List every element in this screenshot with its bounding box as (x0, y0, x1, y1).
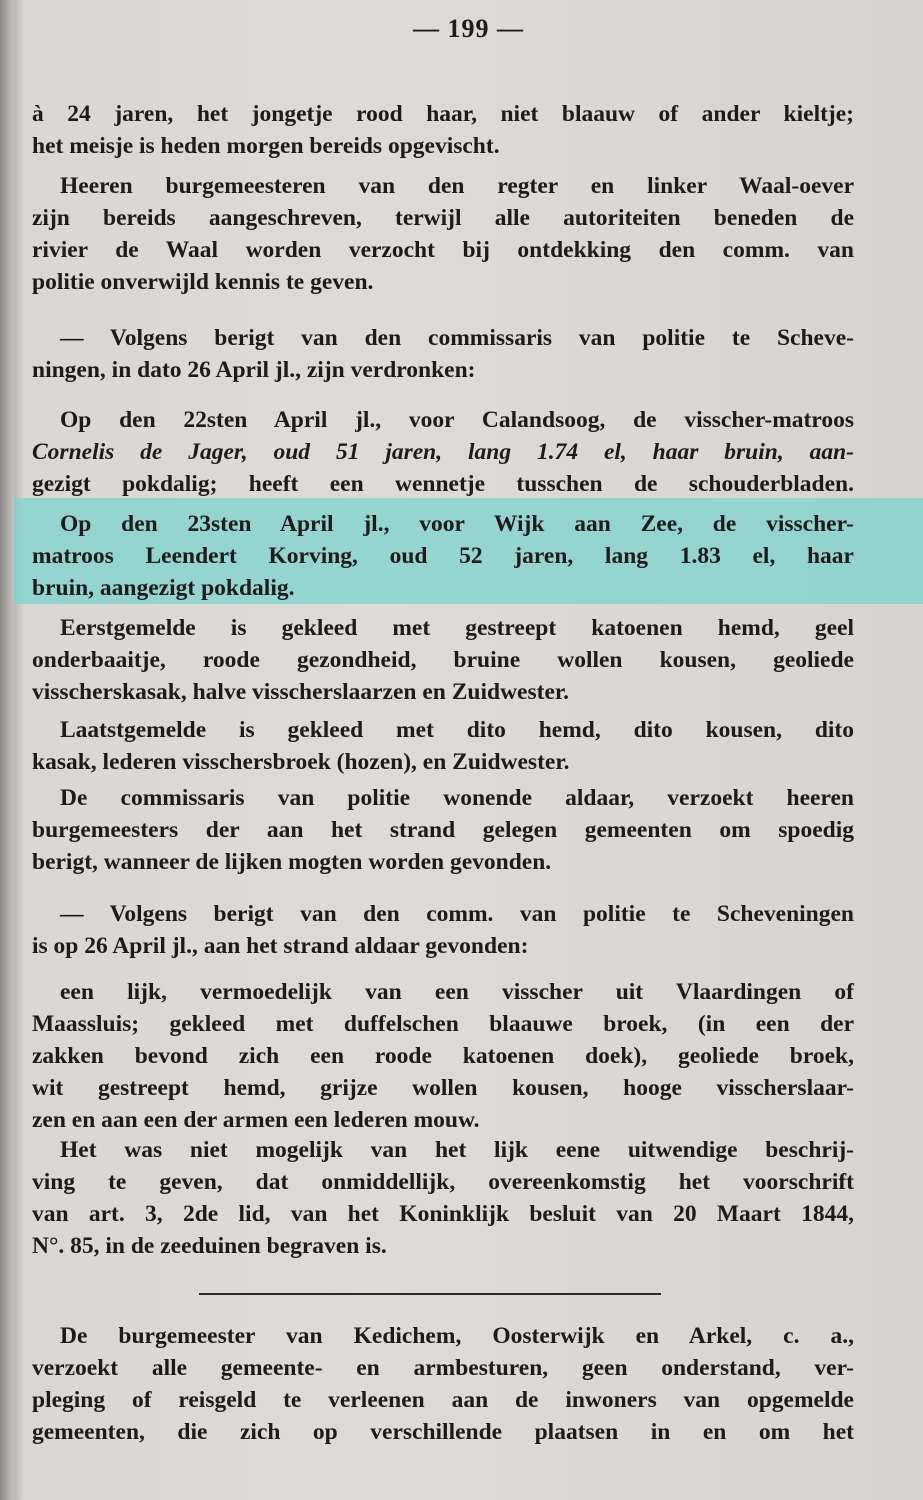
text-line: De burgemeester van Kedichem, Oosterwijk en Arkel, c. a., (60, 1323, 854, 1349)
text-line: Cornelis de Jager, oud 51 jaren, lang 1.74 el, haar bruin, aan- (32, 439, 854, 465)
book-page (14, 0, 923, 1500)
text-line: matroos Leendert Korving, oud 52 jaren, lang 1.83 el, haar (32, 543, 854, 569)
text-line: berigt, wanneer de lijken mogten worden gevonden. (32, 849, 552, 875)
text-line: politie onverwijld kennis te geven. (32, 269, 374, 295)
paragraph-leendert-korving (32, 508, 854, 604)
text-line: Laatstgemelde is gekleed met dito hemd, dito kousen, dito (60, 717, 854, 743)
text-line: Eerstgemelde is gekleed met gestreept katoenen hemd, geel (60, 615, 854, 641)
text-line: zen en aan een der armen een lederen mouw. (32, 1107, 480, 1133)
text-line: van art. 3, 2de lid, van het Koninklijk besluit van 20 Maart 1844, (32, 1201, 854, 1227)
section-divider (199, 1293, 661, 1295)
text-line: gemeenten, die zich op verschillende plaatsen in en om het (32, 1419, 854, 1445)
text-line: kasak, lederen visschersbroek (hozen), en Zuidwester. (32, 749, 570, 775)
paragraph-begraven (32, 1134, 854, 1262)
text-line: onderbaaitje, roode gezondheid, bruine wollen kousen, geoliede (32, 647, 854, 673)
text-line: burgemeesters der aan het strand gelegen gemeenten om spoedig (32, 817, 854, 843)
paragraph-scheveningen-report (32, 322, 854, 386)
text-line: — Volgens berigt van den comm. van politie te Scheveningen (60, 901, 854, 927)
text-line: is op 26 April jl., aan het strand aldaar gevonden: (32, 933, 529, 959)
paragraph-eerstgemelde (32, 612, 854, 708)
text-line: Heeren burgemeesteren van den regter en linker Waal-oever (60, 173, 854, 199)
text-line: pleging of reisgeld te verleenen aan de inwoners van opgemelde (32, 1387, 854, 1413)
paragraph-kedichem (32, 1320, 854, 1448)
text-line: De commissaris van politie wonende aldaar, verzoekt heeren (60, 785, 854, 811)
paragraph-burgemeesteren (32, 170, 854, 298)
text-line: N°. 85, in de zeeduinen begraven is. (32, 1233, 387, 1259)
paragraph-continuation (32, 98, 854, 162)
paragraph-lijk-beschrijving (32, 976, 854, 1136)
text-line: à 24 jaren, het jongetje rood haar, niet blaauw of ander kieltje; (32, 101, 854, 127)
paragraph-laatstgemelde (32, 714, 854, 778)
text-line: het meisje is heden morgen bereids opgevischt. (32, 133, 500, 159)
text-line: verzoekt alle gemeente- en armbesturen, geen onderstand, ver- (32, 1355, 854, 1381)
text-line: zakken bevond zich een roode katoenen doek), geoliede broek, (32, 1043, 854, 1069)
text-line: Op den 22sten April jl., voor Calandsoog, de visscher-matroos (60, 407, 854, 433)
text-line: Maassluis; gekleed met duffelschen blaauwe broek, (in een der (32, 1011, 854, 1037)
text-line: Het was niet mogelijk van het lijk eene uitwendige beschrij- (60, 1137, 854, 1163)
text-line: gezigt pokdalig; heeft een wennetje tusschen de schouderbladen. (32, 471, 854, 497)
book-gutter (0, 0, 14, 1500)
text-line: rivier de Waal worden verzocht bij ontdekking den comm. van (32, 237, 854, 263)
text-line: bruin, aangezigt pokdalig. (32, 575, 295, 601)
text-line: Op den 23sten April jl., voor Wijk aan Zee, de visscher- (60, 511, 854, 537)
paragraph-gevonden (32, 898, 854, 962)
text-line: visscherskasak, halve visscherslaarzen en Zuidwester. (32, 679, 570, 705)
text-line: ving te geven, dat onmiddellijk, overeenkomstig het voorschrift (32, 1169, 854, 1195)
paragraph-cornelis-de-jager (32, 404, 854, 500)
text-line: — Volgens berigt van den commissaris van politie te Scheve- (60, 325, 854, 351)
page-number: — 199 — (413, 14, 524, 43)
text-line: zijn bereids aangeschreven, terwijl alle autoriteiten beneden de (32, 205, 854, 231)
text-line: een lijk, vermoedelijk van een visscher uit Vlaardingen of (60, 979, 854, 1005)
text-line: wit gestreept hemd, grijze wollen kousen, hooge visscherslaar- (32, 1075, 854, 1101)
text-line: ningen, in dato 26 April jl., zijn verdronken: (32, 357, 476, 383)
paragraph-commissaris-verzoek (32, 782, 854, 878)
